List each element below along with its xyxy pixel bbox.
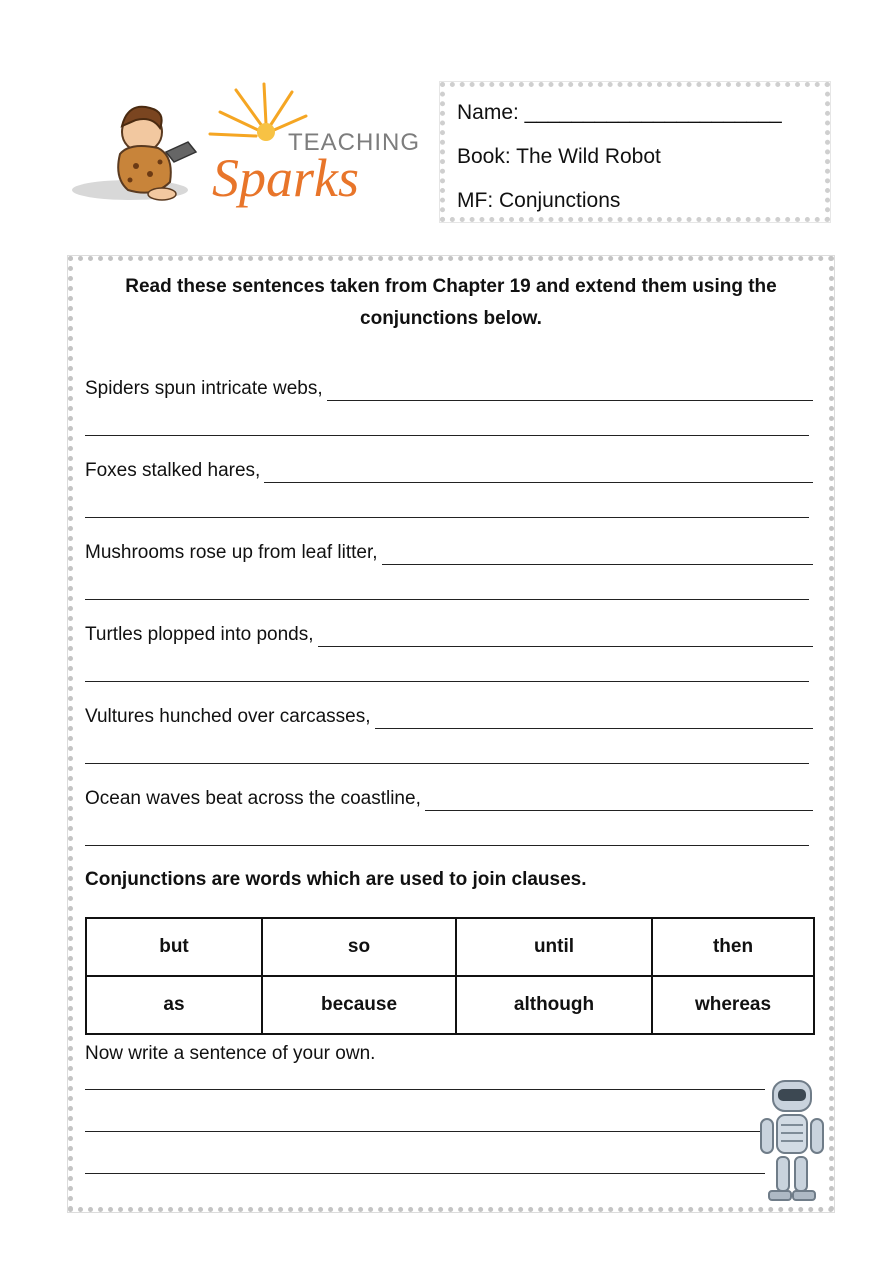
- answer-line[interactable]: [85, 681, 809, 682]
- conjunction-cell: whereas: [652, 976, 814, 1034]
- conjunctions-table: [85, 917, 815, 1035]
- sentence-line[interactable]: [85, 623, 813, 647]
- sentence-prompt: Vultures hunched over carcasses,: [85, 706, 371, 727]
- answer-line[interactable]: [85, 1089, 765, 1090]
- answer-line[interactable]: [85, 599, 809, 600]
- sentence-prompt: Turtles plopped into ponds,: [85, 624, 314, 645]
- conjunction-cell: but: [86, 918, 262, 976]
- sentence-prompt: Spiders spun intricate webs,: [85, 378, 323, 399]
- worksheet-panel: [68, 256, 834, 1212]
- conjunction-cell: as: [86, 976, 262, 1034]
- conjunction-cell: because: [262, 976, 456, 1034]
- answer-line[interactable]: [85, 845, 809, 846]
- teaching-sparks-logo: [70, 82, 420, 217]
- sentence-line[interactable]: [85, 541, 813, 565]
- svg-text:Sparks: Sparks: [212, 148, 359, 208]
- table-row: [86, 976, 814, 1034]
- sentence-prompt: Foxes stalked hares,: [85, 460, 261, 481]
- sentence-line[interactable]: [85, 787, 813, 811]
- answer-blank[interactable]: [318, 626, 813, 647]
- sentence-line[interactable]: [85, 377, 813, 401]
- answer-blank[interactable]: [327, 380, 813, 401]
- table-row: [86, 918, 814, 976]
- robot-icon: [755, 1079, 829, 1203]
- conjunction-cell: until: [456, 918, 652, 976]
- conjunctions-heading: Conjunctions are words which are used to join clauses.: [85, 869, 587, 890]
- mf-label: MF: Conjunctions: [457, 189, 621, 212]
- answer-line[interactable]: [85, 763, 809, 764]
- sentence-prompt: Mushrooms rose up from leaf litter,: [85, 542, 378, 563]
- answer-blank[interactable]: [382, 544, 814, 565]
- caveman-icon: [118, 107, 196, 200]
- answer-blank[interactable]: [425, 790, 813, 811]
- sentence-prompt: Ocean waves beat across the coastline,: [85, 788, 421, 809]
- instructions: Read these sentences taken from Chapter 19 and extend them using the conjunctions below.: [125, 276, 777, 329]
- answer-line[interactable]: [85, 517, 809, 518]
- conjunction-cell: then: [652, 918, 814, 976]
- answer-blank[interactable]: [264, 462, 813, 483]
- answer-line[interactable]: [85, 435, 809, 436]
- sentence-line[interactable]: [85, 459, 813, 483]
- conjunction-cell: although: [456, 976, 652, 1034]
- conjunction-cell: so: [262, 918, 456, 976]
- name-field[interactable]: Name: ______________________: [457, 101, 782, 124]
- student-info-box: [440, 82, 830, 222]
- answer-blank[interactable]: [375, 708, 813, 729]
- answer-line[interactable]: [85, 1173, 765, 1174]
- sentence-line[interactable]: [85, 705, 813, 729]
- svg-text:TEACHING: TEACHING: [288, 129, 420, 156]
- book-label: Book: The Wild Robot: [457, 145, 661, 168]
- answer-line[interactable]: [85, 1131, 765, 1132]
- own-sentence-prompt: Now write a sentence of your own.: [85, 1043, 376, 1064]
